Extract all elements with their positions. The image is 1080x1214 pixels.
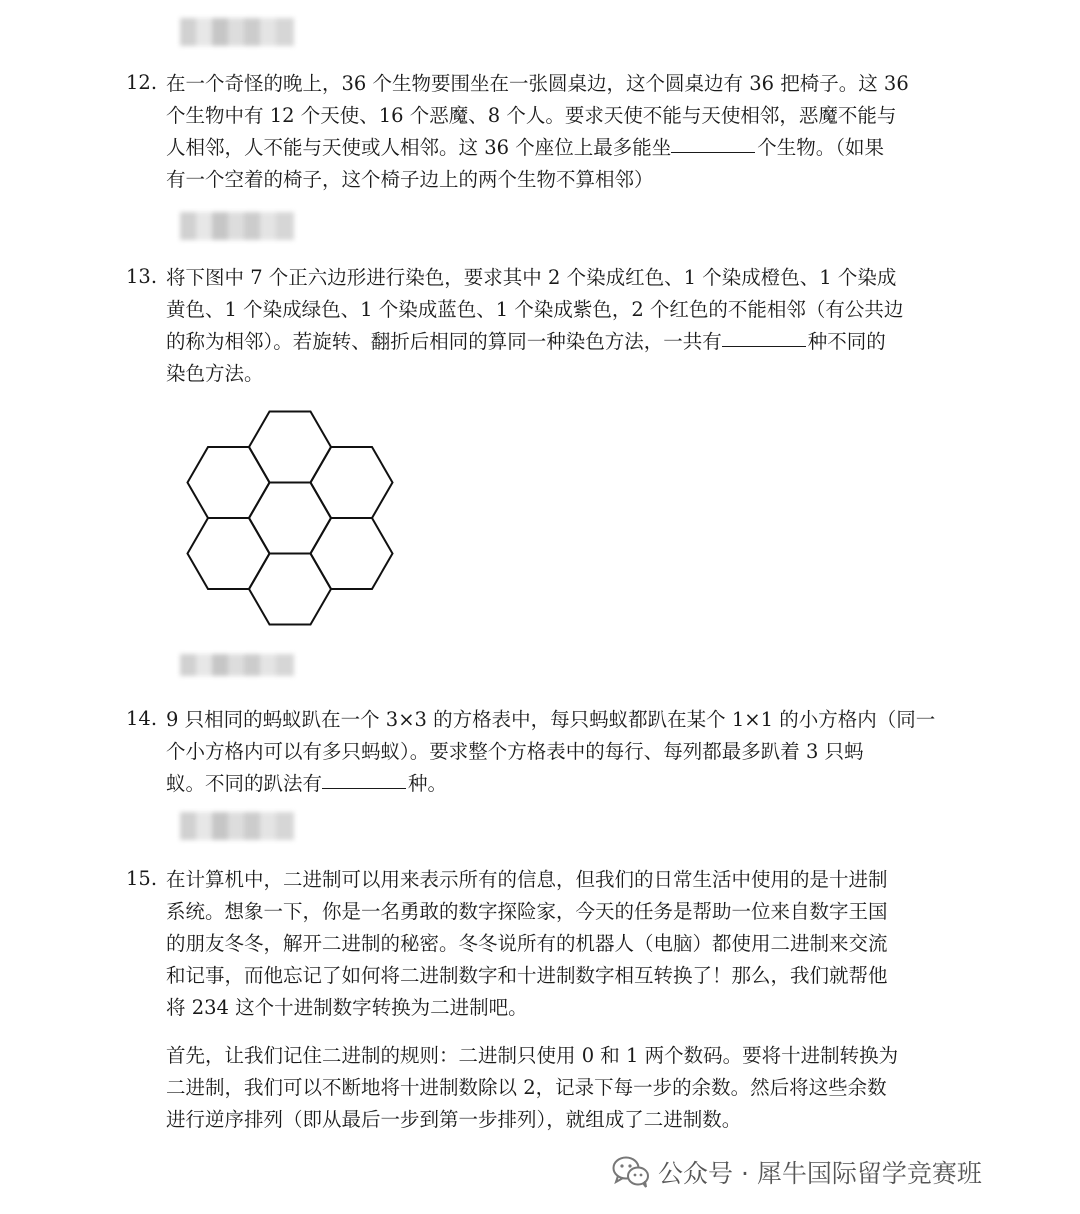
question-line: 将 234 这个十进制数字转换为二进制吧。 xyxy=(166,996,528,1019)
question-12 xyxy=(126,66,956,194)
redacted-label xyxy=(180,812,294,840)
answer-blank[interactable] xyxy=(722,326,806,347)
question-line: 个小方格内可以有多只蚂蚁）。要求整个方格表中的每行、每列都最多趴着 3 只蚂 xyxy=(166,740,864,763)
hexagon-figure xyxy=(186,408,398,630)
paragraph-line: 二进制，我们可以不断地将十进制数除以 2，记录下每一步的余数。然后将这些余数 xyxy=(166,1076,887,1099)
question-14 xyxy=(126,702,956,798)
question-15 xyxy=(126,862,956,1022)
redacted-label xyxy=(180,654,294,676)
redacted-label xyxy=(180,212,294,240)
question-line: 在一个奇怪的晚上，36 个生物要围坐在一张圆桌边，这个圆桌边有 36 把椅子。这 36 xyxy=(166,72,909,95)
question-line: 蚁。不同的趴法有 种。 xyxy=(166,768,956,796)
question-line: 个生物中有 12 个天使、16 个恶魔、8 个人。要求天使不能与天使相邻，恶魔不能与 xyxy=(166,104,897,127)
redacted-label xyxy=(180,18,294,46)
question-15-paragraph xyxy=(166,1038,956,1134)
paragraph-line: 首先，让我们记住二进制的规则：二进制只使用 0 和 1 两个数码。要将十进制转换为 xyxy=(166,1044,899,1067)
question-line: 黄色、1 个染成绿色、1 个染成蓝色、1 个染成紫色，2 个红色的不能相邻（有公共边 xyxy=(166,298,904,321)
question-line: 在计算机中，二进制可以用来表示所有的信息，但我们的日常生活中使用的是十进制 xyxy=(166,868,888,891)
answer-blank[interactable] xyxy=(322,768,406,789)
wechat-footer xyxy=(612,1150,1052,1194)
question-line: 的称为相邻）。若旋转、翻折后相同的算同一种染色方法，一共有 种不同的 xyxy=(166,326,956,354)
hexagon-7 xyxy=(311,518,393,589)
hexagon-1 xyxy=(249,482,331,553)
paragraph-line: 进行逆序排列（即从最后一步到第一步排列），就组成了二进制数。 xyxy=(166,1108,742,1131)
question-line: 将下图中 7 个正六边形进行染色，要求其中 2 个染成红色、1 个染成橙色、1 个染成 xyxy=(166,266,897,289)
question-line: 有一个空着的椅子，这个椅子边上的两个生物不算相邻） xyxy=(166,168,654,191)
hexagon-5 xyxy=(311,447,393,518)
hexagon-2 xyxy=(249,411,331,482)
question-number: 15. xyxy=(126,866,158,890)
footer-text: 公众号 · 犀牛国际留学竞赛班 xyxy=(658,1159,982,1188)
question-line: 人相邻，人不能与天使或人相邻。这 36 个座位上最多能坐 个生物。（如果 xyxy=(166,132,956,160)
wechat-icon xyxy=(612,1155,650,1189)
question-line: 和记事，而他忘记了如何将二进制数字和十进制数字相互转换了！那么，我们就帮他 xyxy=(166,964,888,987)
question-number: 12. xyxy=(126,70,158,94)
hexagon-4 xyxy=(188,447,270,518)
question-line: 9 只相同的蚂蚁趴在一个 3×3 的方格表中，每只蚂蚁都趴在某个 1×1 的小方格内（同一 xyxy=(166,708,936,731)
question-line: 染色方法。 xyxy=(166,362,264,385)
hexagon-6 xyxy=(188,518,270,589)
answer-blank[interactable] xyxy=(671,132,755,153)
question-13 xyxy=(126,260,956,388)
question-number: 14. xyxy=(126,706,158,730)
question-number: 13. xyxy=(126,264,158,288)
question-line: 的朋友冬冬，解开二进制的秘密。冬冬说所有的机器人（电脑）都使用二进制来交流 xyxy=(166,932,888,955)
question-line: 系统。想象一下，你是一名勇敢的数字探险家，今天的任务是帮助一位来自数字王国 xyxy=(166,900,888,923)
hexagon-3 xyxy=(249,554,331,625)
